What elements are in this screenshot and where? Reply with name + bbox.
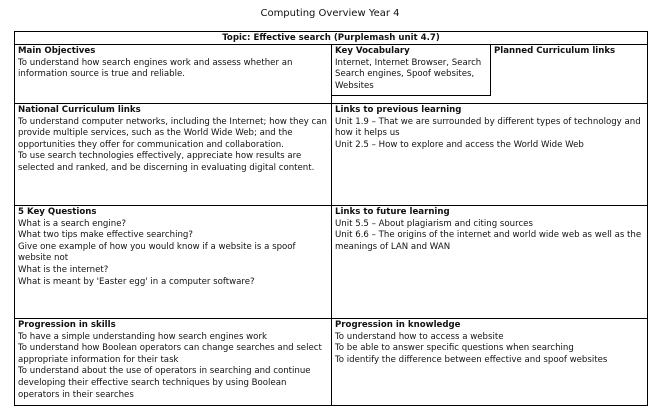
main-objectives-heading: Main Objectives xyxy=(18,46,96,56)
key-question: What is the internet? xyxy=(18,264,109,275)
progression-skills-cell xyxy=(15,319,331,405)
national-curriculum-cell xyxy=(15,104,331,205)
previous-learning-line: Unit 1.9 – That we are surrounded by different types of technology and how it helps us xyxy=(335,116,641,139)
key-question: What is a search engine? xyxy=(18,218,127,229)
progression-knowledge-item: To be able to answer specific questions when searching xyxy=(335,343,574,354)
previous-learning-line: Unit 2.5 – How to explore and access the World Wide Web xyxy=(335,139,584,150)
national-curriculum-heading: National Curriculum links xyxy=(18,105,141,115)
future-learning-cell xyxy=(332,206,647,318)
future-learning-heading: Links to future learning xyxy=(335,207,450,217)
progression-skill: To have a simple understanding how search engines work xyxy=(18,331,267,342)
overview-table xyxy=(14,31,648,406)
key-question: What two tips make effective searching? xyxy=(18,230,193,241)
progression-knowledge-cell xyxy=(332,319,647,405)
progression-skill: To understand about the use of operators in searching and continue developing their effective search techniques by using Boolean operators in their searches xyxy=(18,366,311,400)
previous-learning-cell xyxy=(332,104,647,205)
planned-curriculum-heading: Planned Curriculum links xyxy=(494,46,616,56)
planned-curriculum-cell xyxy=(491,45,647,95)
key-vocabulary-heading: Key Vocabulary xyxy=(335,46,410,56)
future-learning-line: Unit 5.5 – About plagiarism and citing sources xyxy=(335,218,533,229)
national-curriculum-line: To understand computer networks, including the Internet; how they can provide multiple services, such as the World Wide Web; and the opportunities they offer for communication and collaboration. xyxy=(18,116,327,150)
progression-knowledge-item: To identify the difference between effective and spoof websites xyxy=(335,354,608,365)
key-question: Give one example of how you would know if a website is a spoof website not xyxy=(18,241,296,264)
previous-learning-heading: Links to previous learning xyxy=(335,105,462,115)
progression-skill: To understand how Boolean operators can change searches and select appropriate information for their task xyxy=(18,343,322,365)
document-title: Computing Overview Year 4 xyxy=(260,8,400,19)
key-questions-cell xyxy=(15,206,331,318)
progression-skills-heading: Progression in skills xyxy=(18,320,116,330)
key-question: What is meant by 'Easter egg' in a computer software? xyxy=(18,276,255,287)
key-questions-heading: 5 Key Questions xyxy=(18,207,97,217)
main-objectives-text: To understand how search engines work and assess whether an information source is true and reliable. xyxy=(18,57,293,80)
progression-knowledge-item: To understand how to access a website xyxy=(335,331,504,342)
key-vocabulary-text: Internet, Internet Browser, Search Search engines, Spoof websites, Websites xyxy=(335,57,482,91)
key-vocabulary-cell xyxy=(332,45,490,95)
future-learning-line: Unit 6.6 – The origins of the internet and world wide web as well as the meanings of LAN and WAN xyxy=(335,230,642,252)
progression-knowledge-heading: Progression in knowledge xyxy=(335,320,461,330)
national-curriculum-line: To use search technologies effectively, appreciate how results are selected and ranked, and be discerning in evaluating digital content. xyxy=(18,151,315,173)
topic-heading: Topic: Effective search (Purplemash unit 4.7) xyxy=(222,33,440,43)
main-objectives-cell xyxy=(15,45,331,103)
